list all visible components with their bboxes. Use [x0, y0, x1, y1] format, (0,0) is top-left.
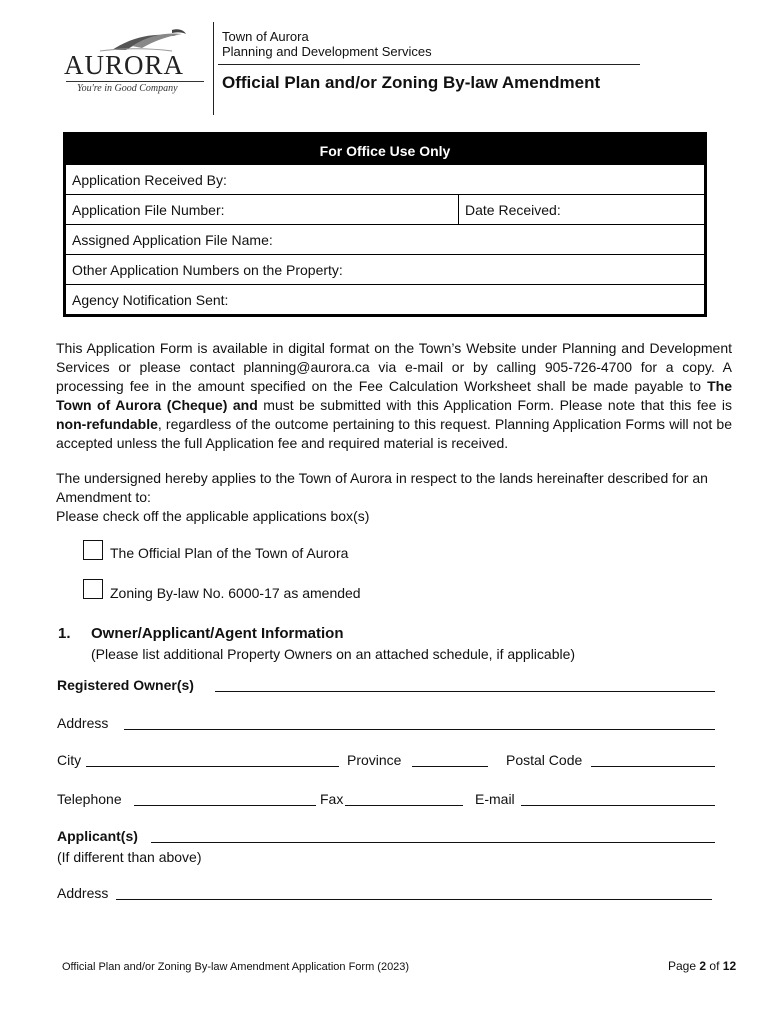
official-plan-checkbox[interactable] — [83, 540, 103, 560]
file-number-field: Application File Number: — [66, 195, 459, 224]
header-vertical-divider — [213, 22, 214, 115]
page-word: Page — [668, 959, 697, 973]
received-by-field: Application Received By: — [72, 172, 227, 188]
aurora-logo — [60, 24, 210, 104]
page-total: 12 — [722, 959, 737, 973]
fax-label: Fax — [320, 791, 344, 807]
section-subtitle: (Please list additional Property Owners on an attached schedule, if applicable) — [91, 646, 576, 662]
fax-field[interactable] — [345, 805, 463, 806]
statement-line-2: Please check off the applicable applications box(s) — [56, 508, 370, 524]
org-line-1: Town of Aurora — [222, 29, 309, 44]
header-horizontal-divider — [218, 64, 640, 65]
footer-form-title: Official Plan and/or Zoning By-law Amendment Application Form (2023) — [62, 961, 410, 973]
org-line-2: Planning and Development Services — [222, 44, 432, 59]
intro-bold-non-refundable: non-refundable — [56, 416, 158, 432]
telephone-field[interactable] — [134, 805, 316, 806]
section-title: Owner/Applicant/Agent Information — [91, 625, 344, 642]
application-statement — [56, 469, 736, 526]
logo-divider — [66, 81, 204, 82]
intro-bold-payee: The Town of Aurora (Cheque) and — [56, 378, 732, 413]
row-received-by — [66, 165, 704, 194]
intro-text-1: This Application Form is available in digital format on the Town’s Website under Planning and Development Services or please contact planning@aurora.ca via e-mail or by calling 905-726-4700 for a copy. A processing fee in the amount specified on the Fee Calculation Worksheet shall be made payable to — [56, 340, 732, 394]
document-title: Official Plan and/or Zoning By-law Amendment — [222, 73, 601, 92]
province-label: Province — [347, 752, 402, 768]
applicant-address-label: Address — [57, 885, 109, 901]
other-numbers-field: Other Application Numbers on the Property: — [72, 262, 343, 278]
page-indicator — [668, 959, 736, 973]
office-use-box — [63, 132, 707, 317]
statement-line-1: The undersigned hereby applies to the Town of Aurora in respect to the lands hereinafter described for an Amendment to: — [56, 470, 708, 505]
organization-name — [222, 29, 432, 59]
zoning-bylaw-label: Zoning By-law No. 6000-17 as amended — [110, 585, 361, 601]
agency-notification-field: Agency Notification Sent: — [72, 292, 229, 308]
address-label: Address — [57, 715, 109, 731]
city-field[interactable] — [86, 766, 339, 767]
email-field[interactable] — [521, 805, 715, 806]
applicant-label: Applicant(s) — [57, 828, 138, 844]
address-field[interactable] — [124, 729, 715, 730]
row-other-numbers — [66, 254, 704, 284]
applicant-note: (If different than above) — [57, 849, 202, 865]
logo-tagline: You're in Good Company — [77, 83, 178, 94]
city-label: City — [57, 752, 82, 768]
email-label: E-mail — [475, 791, 515, 807]
logo-wordmark: AURORA — [64, 50, 185, 80]
zoning-bylaw-checkbox[interactable] — [83, 579, 103, 599]
section-number: 1. — [58, 625, 71, 642]
applicant-address-field[interactable] — [116, 899, 712, 900]
province-field[interactable] — [412, 766, 488, 767]
intro-text-3: , regardless of the outcome pertaining to this request. Planning Application Forms will not be accepted unless the full Application fee and required material is received. — [56, 416, 732, 451]
postal-code-field[interactable] — [591, 766, 715, 767]
intro-paragraph — [56, 339, 732, 453]
page-number: 2 — [699, 959, 707, 973]
row-file-name — [66, 224, 704, 254]
official-plan-label: The Official Plan of the Town of Aurora — [110, 545, 349, 561]
date-received-field: Date Received: — [465, 202, 561, 218]
registered-owner-label: Registered Owner(s) — [57, 677, 194, 693]
row-file-number — [66, 194, 704, 224]
intro-text-2: must be submitted with this Application Form. Please note that this fee is — [257, 397, 732, 413]
of-word: of — [709, 959, 720, 973]
registered-owner-field[interactable] — [215, 691, 715, 692]
postal-code-label: Postal Code — [506, 752, 583, 768]
row-agency-notification — [66, 284, 704, 314]
file-name-field: Assigned Application File Name: — [72, 232, 273, 248]
office-use-heading: For Office Use Only — [66, 135, 704, 165]
telephone-label: Telephone — [57, 791, 122, 807]
applicant-field[interactable] — [151, 842, 715, 843]
